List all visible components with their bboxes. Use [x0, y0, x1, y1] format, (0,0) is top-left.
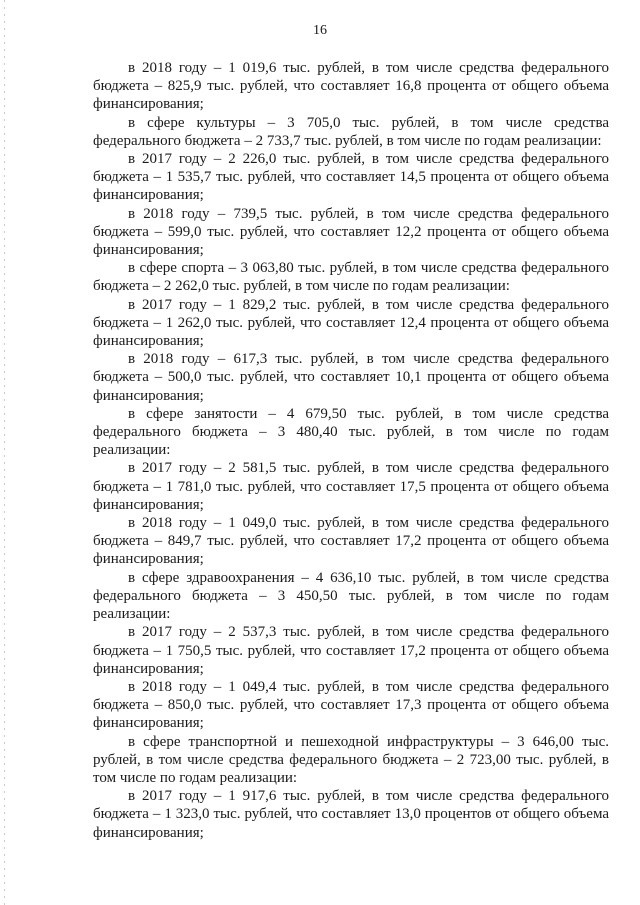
paragraph: в 2017 году – 2 226,0 тыс. рублей, в том числе средства федерального бюджета – 1 535,7 тыс. рублей, что составляет 14,5 процента от общего объема финансирования; — [93, 151, 609, 204]
paragraph: в 2018 году – 1 019,6 тыс. рублей, в том числе средства федерального бюджета – 825,9 тыс. рублей, что составляет 16,8 процента от общего объема финансирования; — [93, 60, 609, 113]
paragraph: в сфере спорта – 3 063,80 тыс. рублей, в том числе средства федерального бюджета – 2 262,0 тыс. рублей, в том числе по годам реализации: — [93, 260, 609, 295]
paragraph: в 2017 году – 2 581,5 тыс. рублей, в том числе средства федерального бюджета – 1 781,0 тыс. рублей, что составляет 17,5 процента от общего объема финансирования; — [93, 460, 609, 513]
paragraph: в 2017 году – 2 537,3 тыс. рублей, в том числе средства федерального бюджета – 1 750,5 тыс. рублей, что составляет 17,2 процента от общего объема финансирования; — [93, 624, 609, 677]
paragraph: в 2018 году – 1 049,4 тыс. рублей, в том числе средства федерального бюджета – 850,0 тыс. рублей, что составляет 17,3 процента от общего объема финансирования; — [93, 678, 609, 732]
document-body — [93, 59, 609, 842]
paragraph: в 2018 году – 1 049,0 тыс. рублей, в том числе средства федерального бюджета – 849,7 тыс. рублей, что составляет 17,2 процента от общего объема финансирования; — [93, 515, 609, 568]
paragraph: в сфере занятости – 4 679,50 тыс. рублей, в том числе средства федерального бюджета – 3 480,40 тыс. рублей, в том числе по годам реализации: — [93, 405, 609, 459]
page-number: 16 — [313, 23, 327, 38]
paragraph: в сфере транспортной и пешеходной инфраструктуры – 3 646,00 тыс. рублей, в том числе средства федерального бюджета – 2 723,00 тыс. рублей, в том числе по годам реализации: — [93, 733, 609, 786]
paragraph: в сфере здравоохранения – 4 636,10 тыс. рублей, в том числе средства федерального бюджета – 3 450,50 тыс. рублей, в том числе по годам реализации: — [93, 569, 609, 623]
paragraph: в 2018 году – 739,5 тыс. рублей, в том числе средства федерального бюджета – 599,0 тыс. рублей, что составляет 12,2 процента от общего объема финансирования; — [93, 205, 609, 259]
paragraph: в 2017 году – 1 917,6 тыс. рублей, в том числе средства федерального бюджета – 1 323,0 тыс. рублей, что составляет 13,0 процентов от общего объема финансирования; — [93, 788, 609, 841]
paragraph: в 2018 году – 617,3 тыс. рублей, в том числе средства федерального бюджета – 500,0 тыс. рублей, что составляет 10,1 процента от общего объема финансирования; — [93, 351, 609, 404]
scan-edge-mark — [4, 0, 5, 905]
paragraph: в сфере культуры – 3 705,0 тыс. рублей, в том числе средства федерального бюджета – 2 733,7 тыс. рублей, в том числе по годам реализации: — [93, 114, 609, 149]
paragraph: в 2017 году – 1 829,2 тыс. рублей, в том числе средства федерального бюджета – 1 262,0 тыс. рублей, что составляет 12,4 процента от общего объема финансирования; — [93, 296, 609, 350]
